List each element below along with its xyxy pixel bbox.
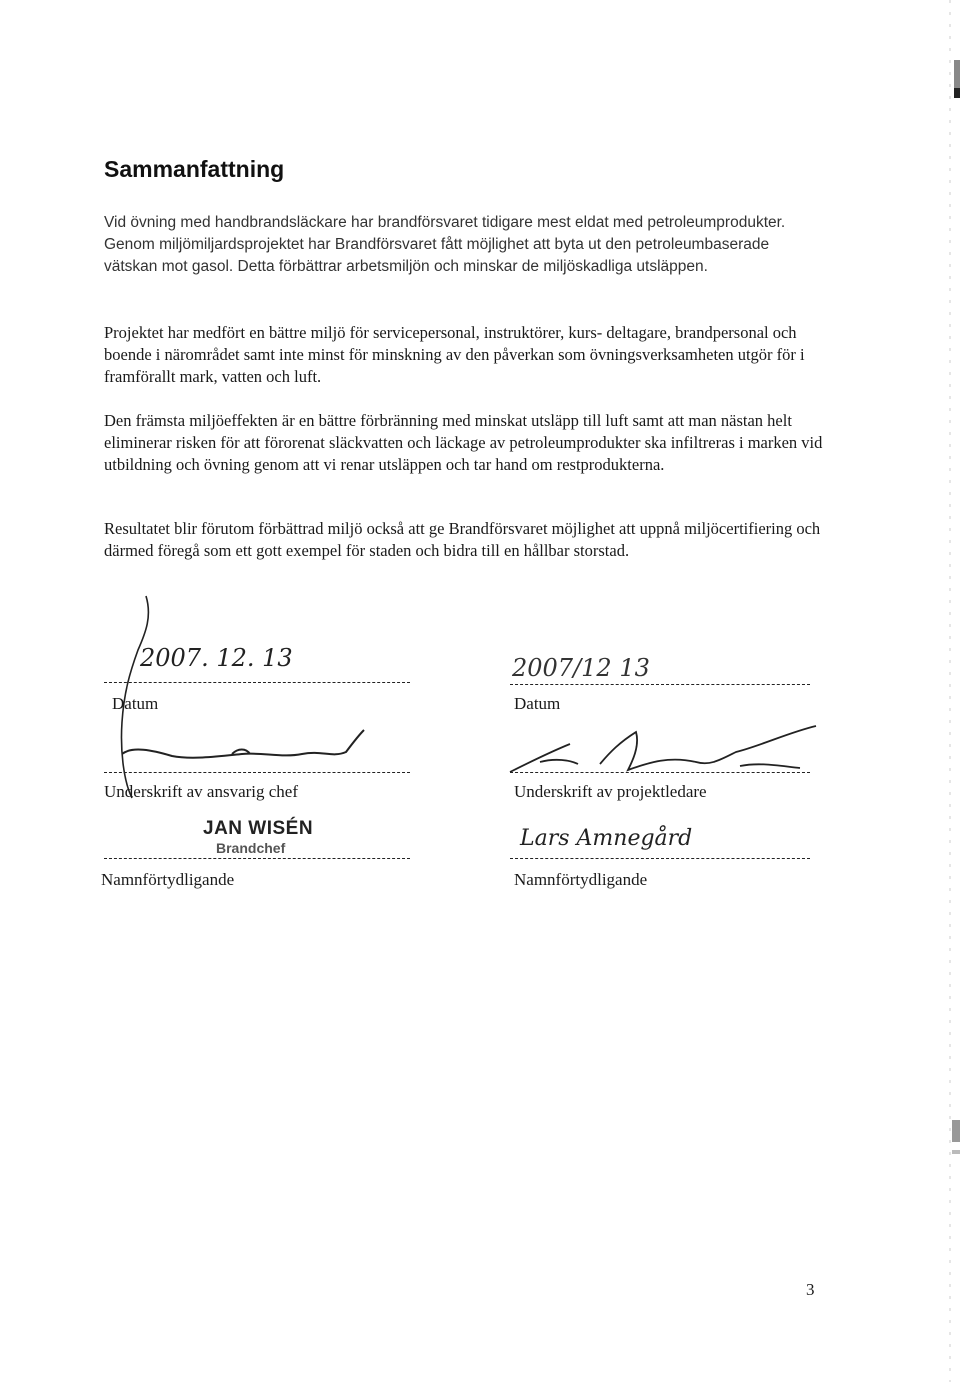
paragraph-4: Resultatet blir förutom förbättrad miljö också att ge Brandförsvaret möjlighet att uppnå miljöcertifiering och därmed föregå som ett gott exempel för staden och bidra till en hållbar storstad. [104, 519, 821, 560]
paragraph-2: Projektet har medfört en bättre miljö för servicepersonal, instruktörer, kurs- deltagare, brandpersonal och boende i närområdet samt inte minst för minskning av den påverkan som övningsverksamheten utgör för i framförallt mark, vatten och luft. [104, 323, 805, 386]
left-stamp-title: Brandchef [216, 840, 286, 856]
left-date-label: Datum [112, 694, 159, 713]
paragraph-3: Den främsta miljöeffekten är en bättre förbränning med minskat utsläpp till luft samt att man nästan helt eliminerar risken för att förorenat släckvatten och läckage av petroleumprodukter ska infiltreras i marken vid utbildning och övning genom att vi renar utsläppen och tar hand om restprodukterna. [104, 411, 823, 474]
left-signature-image [112, 724, 372, 774]
left-name-line [104, 858, 410, 859]
right-name-label: Namnförtydligande [514, 870, 648, 889]
right-signature-image [500, 722, 820, 782]
right-name-handwritten: Lars Amnegård [520, 826, 693, 851]
page-number: 3 [806, 1280, 815, 1299]
right-signature-line [510, 772, 810, 773]
right-signature-label: Underskrift av projektledare [514, 782, 707, 801]
left-signature-label: Underskrift av ansvarig chef [104, 782, 299, 801]
left-signature-line [104, 772, 410, 773]
left-stamp-name: JAN WISÉN [203, 818, 314, 839]
right-date-label: Datum [514, 694, 561, 713]
right-name-line [510, 858, 810, 859]
left-date-line [104, 682, 410, 683]
left-date-handwritten: 2007. 12. 13 [140, 644, 293, 672]
page-heading: Sammanfattning [104, 156, 285, 182]
right-date-handwritten: 2007/12 13 [512, 654, 650, 682]
paragraph-1: Vid övning med handbrandsläckare har brandförsvaret tidigare mest eldat med petroleumprodukter. Genom miljömiljardsprojektet har Brandförsvaret fått möjlighet att byta ut den petroleumbaserade vätskan mot gasol. Detta förbättrar arbetsmiljön och minskar de miljöskadliga utsläppen. [104, 214, 786, 275]
scan-edge-artifact [930, 0, 960, 1382]
right-date-line [510, 684, 810, 685]
left-name-label: Namnförtydligande [101, 870, 235, 889]
